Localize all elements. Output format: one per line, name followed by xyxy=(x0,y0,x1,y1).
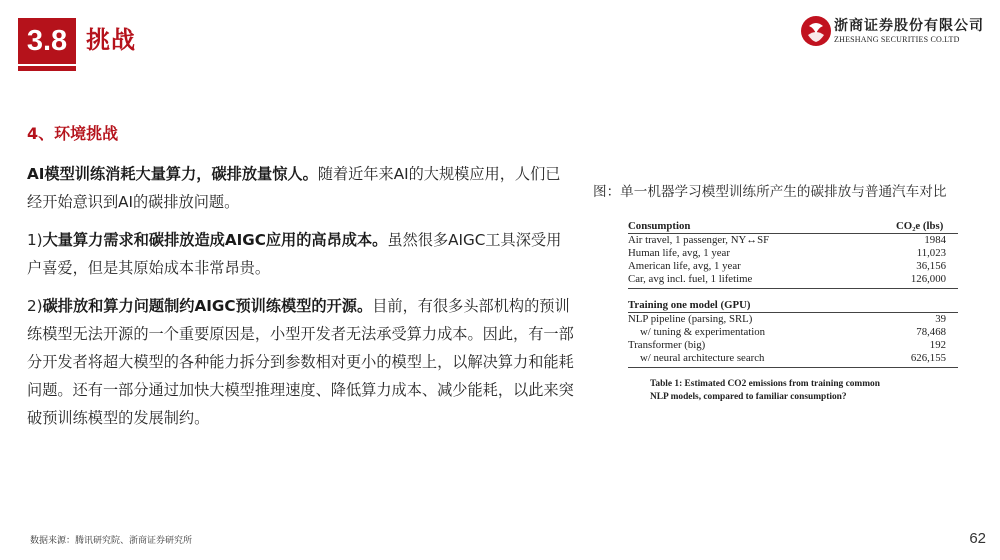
table-row-value: 36,156 xyxy=(916,260,946,272)
paragraph-3-bold: 碳排放和算力问题制约AIGC预训练模型的开源。 xyxy=(42,297,373,315)
logo-chinese-name: 浙商证券股份有限公司 xyxy=(834,18,984,34)
table-row-label: Transformer (big) xyxy=(628,339,706,351)
table-row xyxy=(628,273,958,286)
table-row-label: Human life, avg, 1 year xyxy=(628,247,730,259)
logo-english-name: ZHESHANG SECURITIES CO.LTD xyxy=(834,35,960,44)
table-header xyxy=(628,220,958,234)
table-row xyxy=(628,326,958,339)
page-number: 62 xyxy=(969,530,986,547)
company-logo xyxy=(800,15,984,49)
table-row xyxy=(628,234,958,247)
table-row-label: Air travel, 1 passenger, NY↔SF xyxy=(628,234,770,246)
table-row-label: Car, avg incl. fuel, 1 lifetime xyxy=(628,273,753,285)
table-row xyxy=(628,339,958,352)
group2-title: Training one model (GPU) xyxy=(628,299,751,311)
co2-emissions-table xyxy=(628,220,958,368)
group2-title-row xyxy=(628,299,958,313)
paragraph-3-text: 目前，有很多头部机构的预训练模型无法开源的一个重要原因是，小型开发者无法承受算力成本。因此，有一部分开发者将超大模型的各种能力拆分到参数相对更小的模型上，以解决算力和能耗问题。还有一部分通过加快大模型推理速度、降低算力成本、减少能耗，以此来突破预训练模型的发展制约。 xyxy=(27,297,574,427)
zheshang-logo-icon xyxy=(800,15,832,47)
section-number-badge: 3.8 xyxy=(18,18,76,64)
paragraph-2-text: 虽然很多AIGC工具深受用户喜爱，但是其原始成本非常昂贵。 xyxy=(27,231,562,277)
table-row-label: w/ tuning & experimentation xyxy=(640,326,766,338)
table-row xyxy=(628,260,958,273)
page-title: 挑战 xyxy=(86,26,136,54)
paragraph-1-bold: AI模型训练消耗大量算力，碳排放量惊人。 xyxy=(27,165,318,183)
table-row-value: 78,468 xyxy=(916,326,946,338)
table-note: Table 1: Estimated CO2 emissions from training common NLP models, compared to familiar consumption? xyxy=(650,379,880,402)
paragraph-3-prefix: 2) xyxy=(27,297,43,315)
table-row-value: 192 xyxy=(929,339,946,351)
paragraph-3 xyxy=(27,292,575,432)
table-row-label: American life, avg, 1 year xyxy=(628,260,741,272)
table-row-value: 126,000 xyxy=(910,273,946,285)
paragraph-2-prefix: 1) xyxy=(27,231,43,249)
table-row xyxy=(628,352,958,365)
table-row-value: 1984 xyxy=(924,234,946,246)
paragraph-1-text: 随着近年来AI的大规模应用，人们已经开始意识到AI的碳排放问题。 xyxy=(27,165,561,211)
col-consumption-header: Consumption xyxy=(628,220,691,232)
data-source-note: 数据来源：腾讯研究院、浙商证券研究所 xyxy=(30,536,193,546)
training-group xyxy=(628,313,958,368)
table-row-value: 11,023 xyxy=(916,247,946,259)
table-row-label: w/ neural architecture search xyxy=(640,352,765,364)
body-text xyxy=(27,160,575,442)
table-row xyxy=(628,247,958,260)
paragraph-2-bold: 大量算力需求和碳排放造成AIGC应用的高昂成本。 xyxy=(42,231,388,249)
section-subheading: 4、环境挑战 xyxy=(27,124,119,143)
consumption-group xyxy=(628,234,958,289)
figure-caption: 图：单一机器学习模型训练所产生的碳排放与普通汽车对比 xyxy=(593,184,947,200)
col-co2-header: CO₂e (lbs) xyxy=(896,220,944,232)
table-row xyxy=(628,313,958,326)
table-row-value: 39 xyxy=(935,313,946,325)
section-badge-underline xyxy=(18,66,76,71)
table-row-value: 626,155 xyxy=(910,352,946,364)
table-row-label: NLP pipeline (parsing, SRL) xyxy=(628,313,753,325)
paragraph-2 xyxy=(27,226,575,282)
paragraph-1 xyxy=(27,160,575,216)
